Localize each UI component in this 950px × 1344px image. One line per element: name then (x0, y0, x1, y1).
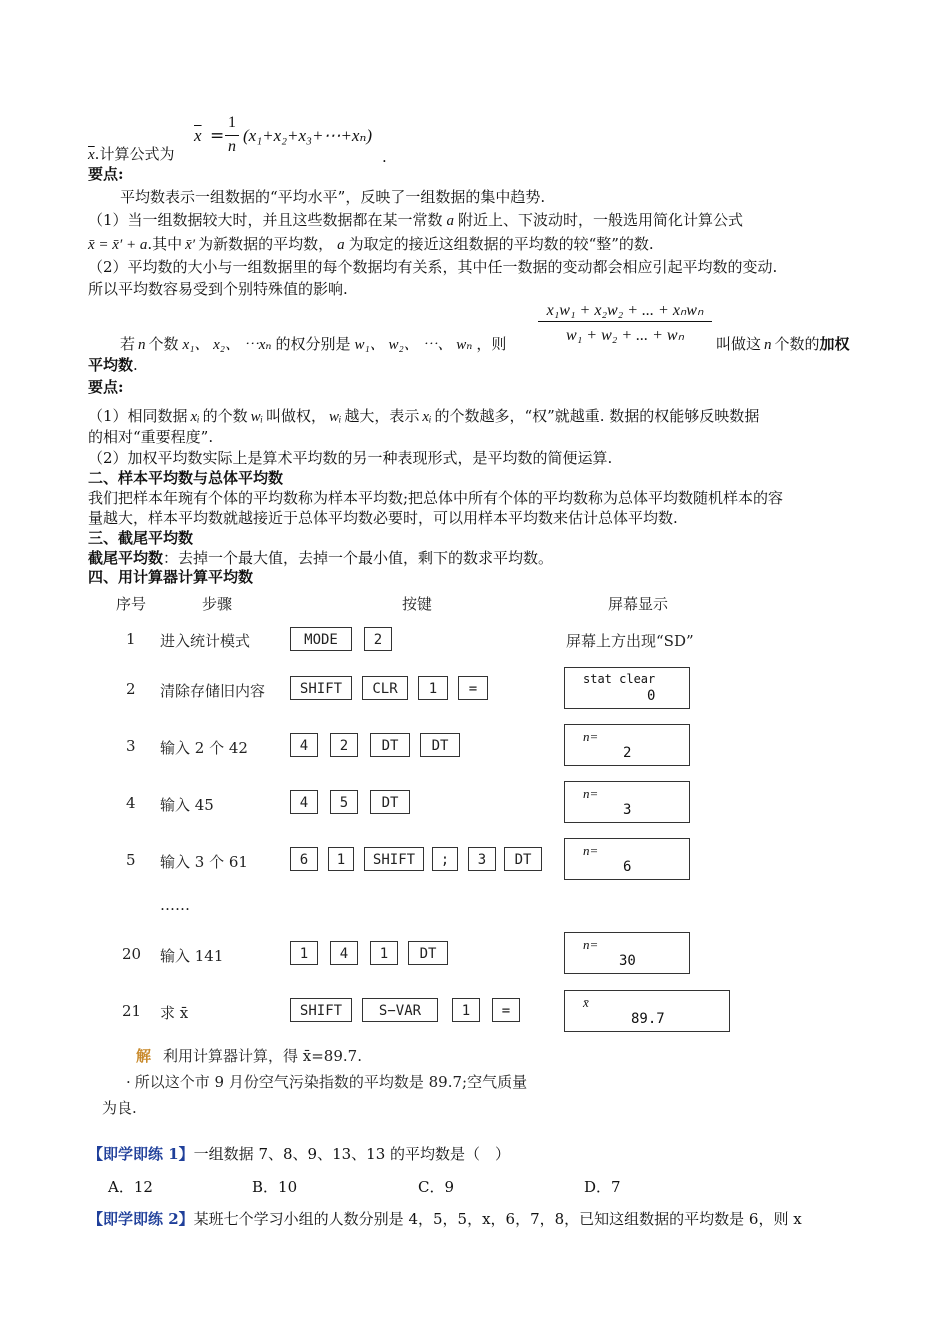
section2-heading: 二、样本平均数与总体平均数 (88, 469, 284, 487)
solution-line2: · 所以这个市 9 月份空气污染指数的平均数是 89.7;空气质量 (126, 1073, 528, 1091)
exercise1-option-c[interactable]: C．9 (418, 1178, 455, 1196)
formula-body: (x₁+x₂+x₃+⋯+xₙ) (243, 126, 373, 145)
keypoint2-line2: （2）加权平均数实际上是算术平均数的另一种表现形式，是平均数的简便运算. (88, 449, 613, 467)
row-step: 求 x̄ (160, 1004, 189, 1022)
keypoint2-line1: （1）相同数据 xᵢ 的个数 wᵢ 叫做权， wᵢ 越大，表示 xᵢ 的个数越多，“权”就越重. 数据的权能够反映数据 (88, 407, 760, 425)
screen-display: stat clear 0 (564, 667, 690, 709)
keypoint1-para2a: （2）平均数的大小与一组数据里的每个数据均有关系，其中任一数据的变动都会相应引起平均数的变动. (88, 258, 778, 276)
screen-display: x̄ 89.7 (564, 990, 730, 1032)
key-dt[interactable]: DT (370, 790, 410, 814)
keypoint1-para1a: （1）当一组数据较大时，并且这些数据都在某一常数 a 附近上、下波动时，一般选用简化计算公式 (88, 211, 744, 229)
row-no: 5 (126, 851, 136, 869)
key-4[interactable]: 4 (330, 941, 358, 965)
weighted-line: 若 n 个数 x₁、 x₂、 ⋯xₙ 的权分别是 w₁、 w₂、 ⋯、 wₙ ，则 (120, 335, 507, 353)
section3-definition: 截尾平均数：去掉一个最大值，去掉一个最小值，剩下的数求平均数。 (88, 549, 554, 567)
weighted-frac-numerator: x₁w₁ + x₂w₂ + ... + xₙwₙ (546, 302, 704, 319)
row-no: 1 (126, 630, 136, 648)
key-5[interactable]: 5 (330, 790, 358, 814)
col-header-step: 步骤 (202, 595, 233, 613)
intro-text: .计算公式为 (94, 145, 175, 163)
key-shift[interactable]: SHIFT (364, 847, 424, 871)
key-semicolon[interactable]: ; (432, 847, 458, 871)
exercise1-option-d[interactable]: D．7 (584, 1178, 621, 1196)
key-mode[interactable]: MODE (290, 627, 352, 651)
row-step: 输入 141 (160, 947, 224, 965)
key-s-var[interactable]: S−VAR (362, 998, 438, 1022)
screen-display: n= 30 (564, 932, 690, 974)
key-4[interactable]: 4 (290, 790, 318, 814)
key-dt[interactable]: DT (420, 733, 460, 757)
row-no: 4 (126, 794, 136, 812)
formula-lhs: $\overline{x}$ (194, 126, 202, 145)
exercise2-tag: 【即学即练 2】 (88, 1210, 194, 1228)
keypoint2-line1b: 的相对“重要程度”. (88, 428, 214, 446)
formula-fraction-bar (225, 135, 239, 136)
key-shift[interactable]: SHIFT (290, 998, 352, 1022)
formula-numerator: 1 (228, 114, 236, 131)
table-ellipsis: …… (160, 896, 190, 914)
row-step: 输入 2 个 42 (160, 739, 248, 757)
screen-display: n= 2 (564, 724, 690, 766)
key-3[interactable]: 3 (468, 847, 496, 871)
screen-text: 屏幕上方出现“SD” (566, 632, 694, 650)
row-no: 21 (122, 1002, 142, 1020)
key-4[interactable]: 4 (290, 733, 318, 757)
key-2[interactable]: 2 (364, 627, 392, 651)
key-2[interactable]: 2 (330, 733, 358, 757)
row-no: 20 (122, 945, 142, 963)
key-1[interactable]: 1 (370, 941, 398, 965)
key-1[interactable]: 1 (290, 941, 318, 965)
weighted-line-end: 叫做这 n 个数的加权 (716, 335, 850, 353)
key-6[interactable]: 6 (290, 847, 318, 871)
weighted-frac-denominator: w₁ + w₂ + ... + wₙ (566, 327, 684, 344)
row-step: 进入统计模式 (160, 632, 251, 650)
section2-line1: 我们把样本年琬有个体的平均数称为样本平均数;把总体中所有个体的平均数称为总体平均数随机样本的容 (88, 489, 784, 507)
solution-tag: 解 (136, 1047, 152, 1065)
keypoint1-line1: 平均数表示一组数据的“平均水平”，反映了一组数据的集中趋势. (120, 188, 546, 206)
keypoint1-para1b: x̄ = x̄′ + a.其中 x̄′ 为新数据的平均数， a 为取定的接近这组数据的平均数的较“整”的数. (88, 235, 654, 253)
key-equals[interactable]: = (458, 676, 488, 700)
col-header-no: 序号 (116, 595, 147, 613)
weighted-line2: 平均数. (88, 356, 138, 374)
formula-equals: = (210, 126, 225, 146)
exercise1-tag: 【即学即练 1】 (88, 1145, 194, 1163)
exercise2-question: 【即学即练 2】某班七个学习小组的人数分别是 4，5，5，x，6，7，8，已知这组数据的平均数是 6，则 x (88, 1210, 802, 1228)
screen-display: n= 6 (564, 838, 690, 880)
keypoint-heading-1: 要点: (88, 165, 124, 183)
weighted-frac-bar (538, 321, 712, 322)
key-dt[interactable]: DT (504, 847, 542, 871)
key-1[interactable]: 1 (418, 676, 448, 700)
key-1[interactable]: 1 (328, 847, 354, 871)
formula-denominator: n (228, 138, 236, 155)
row-step: 输入 3 个 61 (160, 853, 248, 871)
section3-heading: 三、截尾平均数 (88, 529, 194, 547)
key-dt[interactable]: DT (408, 941, 448, 965)
key-equals[interactable]: = (492, 998, 520, 1022)
row-step: 清除存储旧内容 (160, 682, 266, 700)
row-no: 2 (126, 680, 136, 698)
exercise1-option-b[interactable]: B．10 (252, 1178, 298, 1196)
exercise1-option-a[interactable]: A．12 (108, 1178, 153, 1196)
screen-display: n= 3 (564, 781, 690, 823)
keypoint-heading-2: 要点: (88, 378, 124, 396)
row-step: 输入 45 (160, 796, 214, 814)
section4-heading: 四、用计算器计算平均数 (88, 568, 254, 586)
key-shift[interactable]: SHIFT (290, 676, 352, 700)
col-header-screen: 屏幕显示 (608, 595, 669, 613)
row-no: 3 (126, 737, 136, 755)
col-header-keys: 按键 (402, 595, 433, 613)
key-1[interactable]: 1 (452, 998, 480, 1022)
mean-formula-intro (88, 143, 174, 164)
solution-line1: 解 利用计算器计算，得 x̄=89.7. (136, 1047, 362, 1065)
key-dt[interactable]: DT (370, 733, 410, 757)
section2-line2: 量越大，样本平均数就越接近于总体平均数必要时，可以用样本平均数来估计总体平均数. (88, 509, 678, 527)
formula-period: . (382, 148, 387, 166)
keypoint1-para2b: 所以平均数容易受到个别特殊值的影响. (88, 280, 348, 298)
xbar-symbol: $\overline{x}$ (88, 147, 95, 163)
key-clr[interactable]: CLR (362, 676, 408, 700)
solution-line3: 为良. (102, 1099, 137, 1117)
exercise1-question: 【即学即练 1】一组数据 7、8、9、13、13 的平均数是（ ） (88, 1145, 511, 1163)
